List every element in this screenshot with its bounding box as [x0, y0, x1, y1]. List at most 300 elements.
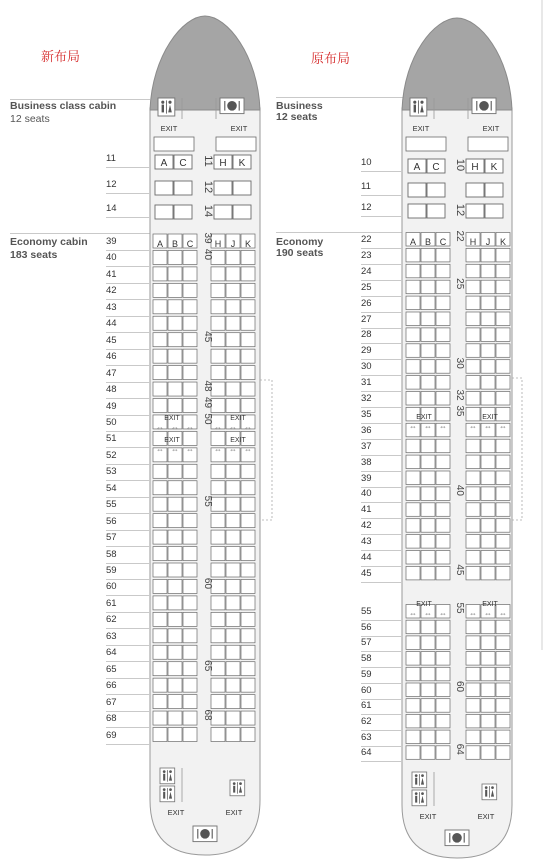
row-number-label: 67 — [106, 696, 117, 708]
row-divider-line — [106, 694, 150, 695]
row-divider-line — [361, 683, 403, 684]
new-economy-seats-label: 183 seats — [10, 249, 58, 261]
galley-counter — [406, 137, 446, 151]
economy-seat — [496, 296, 510, 310]
aisle-row-number: 48 — [202, 380, 213, 392]
row-number-label: 28 — [361, 329, 372, 341]
economy-seat — [481, 566, 495, 580]
economy-seat — [496, 503, 510, 517]
economy-seat — [153, 678, 167, 692]
economy-seat — [496, 264, 510, 278]
seat-letter: H — [214, 239, 222, 249]
economy-seat — [436, 714, 450, 728]
economy-seat — [421, 360, 435, 374]
economy-seat — [406, 746, 420, 760]
row-number-label: 68 — [106, 713, 117, 725]
economy-seat — [436, 296, 450, 310]
economy-seat — [153, 695, 167, 709]
economy-seat — [211, 629, 225, 643]
business-seat — [427, 183, 445, 197]
row-number-label: 58 — [106, 548, 117, 560]
galley-counter — [154, 137, 194, 151]
economy-seat — [153, 464, 167, 478]
exit-arrow-icon: ⇔ — [424, 422, 432, 431]
economy-seat — [436, 407, 450, 421]
seat-letter: K — [244, 239, 252, 249]
economy-seat — [481, 503, 495, 517]
economy-seat — [481, 248, 495, 262]
row-divider-line — [361, 502, 403, 503]
economy-seat — [153, 250, 167, 264]
economy-seat — [183, 300, 197, 314]
economy-seat — [436, 551, 450, 565]
business-seat — [174, 205, 192, 219]
economy-seat — [406, 471, 420, 485]
economy-seat — [168, 267, 182, 281]
economy-seat — [226, 382, 240, 396]
row-number-label: 38 — [361, 456, 372, 468]
aisle-row-number: 55 — [202, 495, 213, 507]
galley-counter — [216, 137, 256, 151]
lavatory-icon — [160, 786, 175, 802]
economy-seat — [481, 360, 495, 374]
economy-seat — [241, 662, 255, 676]
seat-letter: H — [471, 162, 479, 173]
economy-seat — [153, 382, 167, 396]
economy-seat — [421, 503, 435, 517]
row-divider-line — [361, 582, 403, 583]
economy-seat — [226, 514, 240, 528]
row-divider-line — [106, 513, 150, 514]
economy-seat — [496, 439, 510, 453]
economy-seat — [466, 296, 480, 310]
economy-seat — [481, 312, 495, 326]
economy-seat — [168, 596, 182, 610]
economy-seat — [153, 481, 167, 495]
row-divider-line — [106, 612, 150, 613]
economy-seat — [153, 629, 167, 643]
aisle-row-number: 40 — [454, 484, 465, 496]
economy-seat — [466, 264, 480, 278]
lavatory-icon-head — [491, 786, 494, 789]
economy-seat — [168, 530, 182, 544]
economy-seat — [211, 464, 225, 478]
economy-seat — [466, 344, 480, 358]
economy-seat — [481, 535, 495, 549]
economy-seat — [241, 349, 255, 363]
economy-seat — [153, 333, 167, 347]
row-divider-line — [106, 266, 150, 267]
business-seat — [408, 204, 426, 218]
economy-seat — [436, 248, 450, 262]
economy-seat — [481, 714, 495, 728]
row-divider-line — [361, 550, 403, 551]
row-divider-line — [361, 195, 403, 196]
economy-seat — [226, 547, 240, 561]
row-divider-line — [106, 332, 150, 333]
seat-letter: K — [238, 158, 246, 169]
row-number-label: 44 — [361, 552, 372, 563]
aisle-row-number: 45 — [454, 564, 465, 576]
row-number-label: 39 — [106, 236, 117, 247]
economy-seat — [226, 678, 240, 692]
row-divider-line — [106, 711, 150, 712]
economy-seat — [406, 714, 420, 728]
economy-seat — [183, 563, 197, 577]
economy-seat — [168, 695, 182, 709]
seat-letter: A — [409, 237, 417, 247]
economy-seat — [406, 296, 420, 310]
economy-seat — [183, 481, 197, 495]
exit-zone-bracket — [512, 378, 522, 520]
row-divider-line — [361, 171, 403, 172]
exit-arrow-icon: ⇔ — [229, 445, 237, 454]
economy-seat — [466, 652, 480, 666]
row-number-label: 60 — [361, 684, 372, 696]
economy-seat — [211, 612, 225, 626]
exit-arrow-icon: ⇔ — [186, 445, 194, 454]
row-number-label: 54 — [106, 482, 117, 494]
row-divider-line — [106, 628, 150, 629]
row-divider-line — [361, 264, 403, 265]
economy-seat — [466, 455, 480, 469]
exit-label: EXIT — [225, 808, 243, 817]
economy-seat — [466, 683, 480, 697]
row-divider-line — [361, 312, 403, 313]
row-number-label: 25 — [361, 281, 372, 293]
economy-seat — [481, 280, 495, 294]
economy-seat — [241, 645, 255, 659]
economy-seat — [406, 344, 420, 358]
economy-seat — [406, 280, 420, 294]
lavatory-icon-head — [413, 101, 416, 104]
row-number-label: 37 — [361, 440, 372, 452]
lavatory-icon — [230, 780, 245, 796]
economy-seat — [406, 683, 420, 697]
economy-seat — [183, 530, 197, 544]
economy-seat — [496, 714, 510, 728]
row-number-label: 24 — [361, 265, 372, 277]
economy-seat — [436, 280, 450, 294]
economy-seat — [241, 563, 255, 577]
row-divider-line — [106, 579, 150, 580]
business-seat — [233, 205, 251, 219]
row-number-label: 66 — [106, 680, 117, 692]
exit-arrow-icon: ⇔ — [439, 422, 447, 431]
economy-seat — [481, 328, 495, 342]
economy-seat — [421, 439, 435, 453]
aisle-row-number: 30 — [454, 357, 465, 369]
economy-seat — [436, 312, 450, 326]
economy-seat — [241, 250, 255, 264]
economy-seat — [226, 711, 240, 725]
economy-seat — [466, 699, 480, 713]
row-divider-line — [106, 744, 150, 745]
economy-seat — [406, 667, 420, 681]
business-seat — [233, 181, 251, 195]
row-number-label: 12 — [106, 179, 117, 190]
economy-seat — [496, 471, 510, 485]
exit-label: EXIT — [230, 437, 246, 444]
old-business-cabin-label: Business — [276, 100, 323, 112]
economy-seat — [436, 636, 450, 650]
exit-arrow-icon: ⇔ — [409, 609, 417, 618]
economy-seat — [241, 267, 255, 281]
economy-seat — [406, 636, 420, 650]
exit-arrow-icon: ⇔ — [171, 423, 179, 432]
row-number-label: 59 — [106, 565, 117, 576]
row-divider-line — [106, 645, 150, 646]
seat-letter: J — [230, 239, 236, 249]
economy-seat — [183, 514, 197, 528]
lavatory-icon-body — [415, 796, 417, 803]
seat-letter: B — [424, 237, 432, 247]
economy-seat — [466, 280, 480, 294]
row-number-label: 45 — [361, 567, 372, 579]
row-number-label: 64 — [106, 647, 117, 659]
aisle-row-number: 50 — [202, 413, 213, 425]
economy-seat — [466, 714, 480, 728]
economy-seat — [241, 481, 255, 495]
economy-seat — [481, 376, 495, 390]
row-number-label: 69 — [106, 729, 117, 741]
economy-seat — [481, 264, 495, 278]
economy-seat — [241, 695, 255, 709]
economy-seat — [421, 714, 435, 728]
row-divider-line — [106, 398, 150, 399]
row-number-label: 44 — [106, 318, 117, 330]
aisle-row-number: 11 — [202, 155, 214, 167]
row-number-label: 40 — [361, 488, 372, 500]
economy-seat — [466, 566, 480, 580]
business-seat — [155, 205, 173, 219]
row-divider-line — [361, 487, 403, 488]
row-divider-line — [106, 480, 150, 481]
economy-seat — [153, 711, 167, 725]
lavatory-icon-head — [421, 792, 424, 795]
economy-seat — [226, 695, 240, 709]
economy-seat — [153, 662, 167, 676]
exit-arrow-icon: ⇔ — [469, 609, 477, 618]
row-number-label: 43 — [106, 301, 117, 313]
economy-seat — [211, 563, 225, 577]
row-number-label: 53 — [106, 466, 117, 478]
economy-seat — [153, 267, 167, 281]
economy-seat — [153, 349, 167, 363]
economy-seat — [183, 678, 197, 692]
lavatory-icon-head — [239, 782, 242, 785]
row-number-label: 51 — [106, 433, 117, 445]
economy-seat — [481, 636, 495, 650]
aisle-row-number: 45 — [202, 331, 213, 343]
galley-icon — [220, 98, 244, 114]
economy-seat — [481, 455, 495, 469]
economy-seat — [481, 471, 495, 485]
economy-seat — [406, 328, 420, 342]
economy-seat — [168, 464, 182, 478]
economy-seat — [183, 283, 197, 297]
economy-seat — [168, 250, 182, 264]
economy-seat — [406, 312, 420, 326]
economy-seat — [466, 392, 480, 406]
row-number-label: 65 — [106, 663, 117, 675]
economy-seat — [496, 620, 510, 634]
economy-seat — [496, 344, 510, 358]
exit-label: EXIT — [167, 808, 185, 817]
economy-seat — [226, 612, 240, 626]
row-divider-line — [361, 280, 403, 281]
lavatory-icon-body — [163, 774, 165, 781]
economy-seat — [241, 711, 255, 725]
economy-seat — [466, 503, 480, 517]
economy-seat — [183, 366, 197, 380]
aisle-row-number: 64 — [454, 743, 465, 755]
row-divider-line — [361, 730, 403, 731]
economy-seat — [211, 596, 225, 610]
economy-seat — [406, 392, 420, 406]
row-number-label: 57 — [361, 637, 372, 649]
exit-label: EXIT — [477, 812, 495, 821]
economy-seat — [436, 503, 450, 517]
economy-seat — [466, 535, 480, 549]
economy-seat — [466, 312, 480, 326]
economy-seat — [421, 535, 435, 549]
economy-seat — [241, 382, 255, 396]
economy-seat — [211, 349, 225, 363]
lavatory-icon — [482, 784, 497, 800]
economy-seat — [226, 596, 240, 610]
row-number-label: 31 — [361, 377, 372, 389]
seat-letter: A — [156, 239, 164, 249]
lavatory-icon-head — [420, 101, 423, 104]
business-seat — [155, 181, 173, 195]
business-seat — [485, 183, 503, 197]
exit-label: EXIT — [419, 812, 437, 821]
economy-seat — [496, 519, 510, 533]
economy-seat — [436, 439, 450, 453]
economy-seat — [436, 455, 450, 469]
aisle-row-number: 60 — [454, 680, 465, 693]
economy-seat — [466, 328, 480, 342]
row-divider-line — [106, 464, 150, 465]
economy-seat — [226, 481, 240, 495]
economy-seat — [241, 612, 255, 626]
lavatory-icon-body — [485, 790, 487, 797]
galley-icon-plate — [452, 833, 462, 843]
row-divider-line — [106, 415, 150, 416]
economy-seat — [421, 487, 435, 501]
economy-seat — [168, 629, 182, 643]
row-number-label: 60 — [106, 581, 117, 593]
economy-seat — [406, 455, 420, 469]
row-divider-line — [361, 423, 403, 424]
economy-seat — [406, 566, 420, 580]
row-number-label: 63 — [361, 731, 372, 743]
row-divider-line — [106, 546, 150, 547]
old-layout-title: 原布局 — [311, 52, 351, 67]
row-divider-line — [106, 193, 150, 194]
exit-arrow-icon: ⇔ — [156, 445, 164, 454]
economy-seat — [481, 620, 495, 634]
lavatory-icon-head — [161, 101, 164, 104]
economy-seat — [466, 487, 480, 501]
economy-seat — [421, 296, 435, 310]
economy-seat — [241, 596, 255, 610]
economy-seat — [168, 300, 182, 314]
galley-counter — [468, 137, 508, 151]
economy-seat — [421, 551, 435, 565]
exit-arrow-icon: ⇔ — [409, 422, 417, 431]
economy-seat — [421, 376, 435, 390]
exit-label: EXIT — [416, 414, 432, 421]
economy-seat — [183, 629, 197, 643]
exit-arrow-icon: ⇔ — [186, 423, 194, 432]
exit-label: EXIT — [160, 124, 178, 133]
lavatory-icon-head — [169, 770, 172, 773]
economy-seat — [421, 312, 435, 326]
economy-seat — [496, 376, 510, 390]
economy-seat — [421, 636, 435, 650]
economy-seat — [466, 248, 480, 262]
row-divider-line — [361, 391, 403, 392]
economy-seat — [241, 530, 255, 544]
exit-arrow-icon: ⇔ — [244, 445, 252, 454]
economy-seat — [211, 645, 225, 659]
economy-seat — [211, 300, 225, 314]
economy-seat — [211, 695, 225, 709]
economy-seat — [183, 711, 197, 725]
exit-zone-bracket — [260, 380, 272, 520]
economy-seat — [481, 439, 495, 453]
economy-seat — [153, 300, 167, 314]
row-divider-line — [361, 248, 403, 249]
exit-arrow-icon: ⇔ — [469, 422, 477, 431]
economy-seat — [183, 547, 197, 561]
economy-seat — [406, 652, 420, 666]
economy-seat — [226, 399, 240, 413]
aisle-row-number: 55 — [454, 602, 465, 614]
row-divider-line — [361, 216, 403, 217]
row-divider-line — [361, 620, 403, 621]
economy-seat — [153, 547, 167, 561]
economy-seat — [168, 563, 182, 577]
economy-seat — [226, 497, 240, 511]
economy-seat — [436, 519, 450, 533]
economy-seat — [183, 695, 197, 709]
economy-seat — [168, 711, 182, 725]
economy-seat — [168, 283, 182, 297]
exit-label: EXIT — [482, 414, 498, 421]
seat-letter: H — [219, 158, 227, 169]
economy-seat — [436, 667, 450, 681]
economy-seat — [183, 267, 197, 281]
economy-seat — [183, 464, 197, 478]
old-business-seats-label: 12 seats — [276, 111, 318, 123]
economy-seat — [153, 579, 167, 593]
economy-seat — [211, 316, 225, 330]
economy-seat — [496, 699, 510, 713]
economy-seat — [481, 551, 495, 565]
economy-seat — [421, 248, 435, 262]
row-divider-line — [361, 343, 403, 344]
row-number-label: 62 — [361, 715, 372, 727]
galley-icon — [193, 826, 217, 842]
row-number-label: 43 — [361, 536, 372, 548]
economy-seat — [421, 730, 435, 744]
galley-icon — [472, 98, 496, 114]
economy-seat — [481, 344, 495, 358]
row-number-label: 36 — [361, 424, 372, 436]
